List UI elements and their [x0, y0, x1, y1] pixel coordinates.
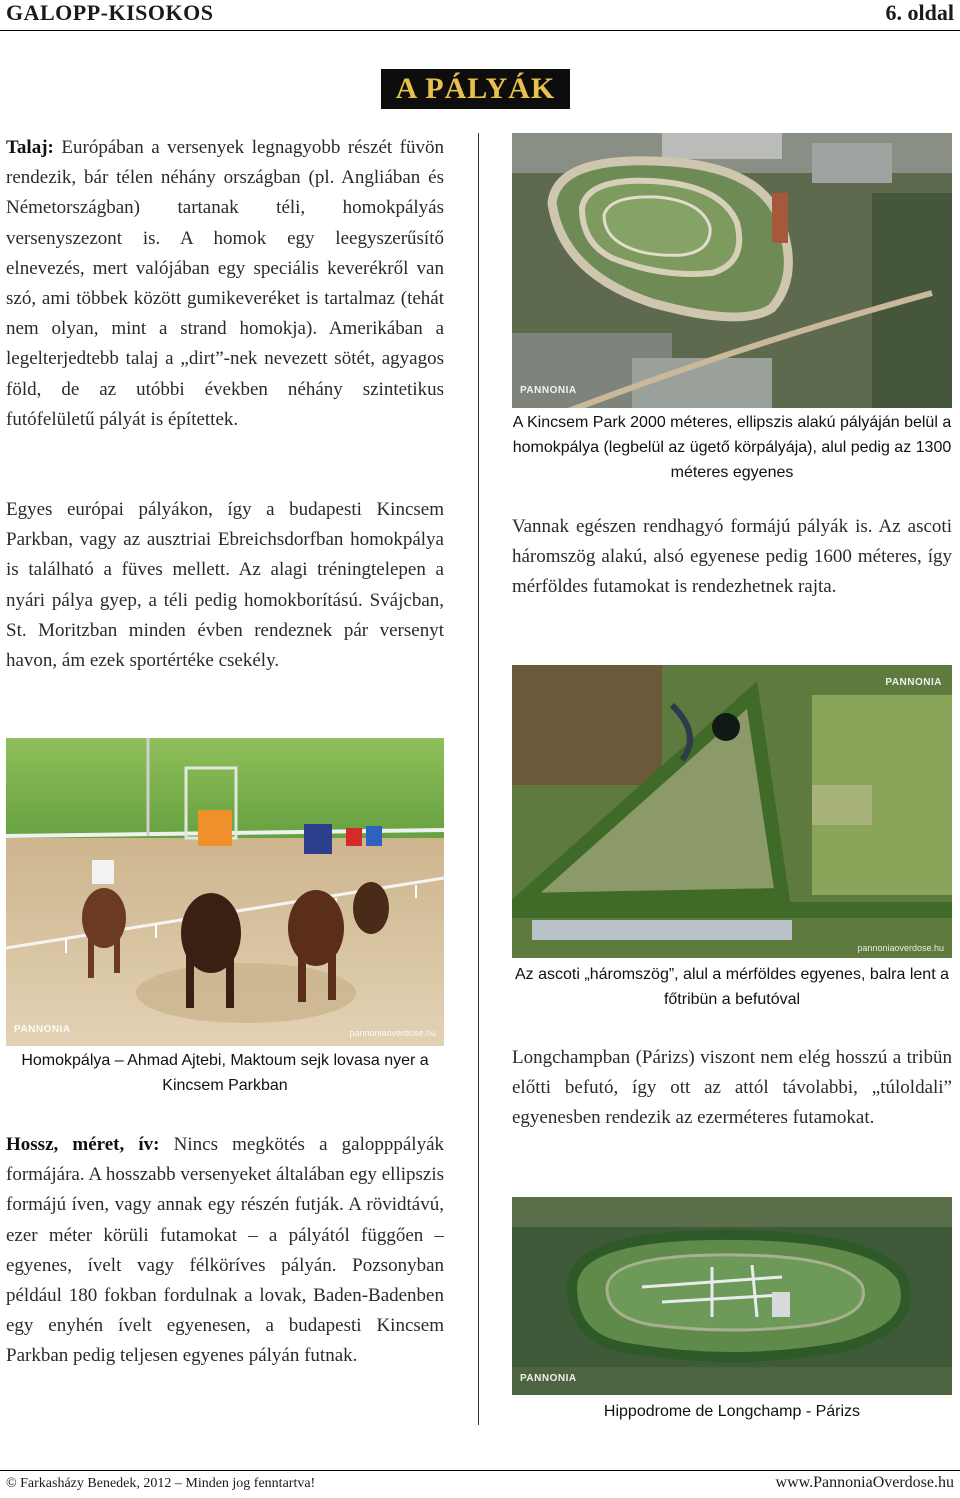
paragraph-soil — [6, 133, 444, 435]
photo-caption: A Kincsem Park 2000 méteres, ellipszis alakú pályáján belül a homokpálya (legbelül az ügető körpályája), alul pedig az 1300 méteres egyenes — [512, 414, 952, 481]
paragraph-lead: Talaj: — [6, 137, 54, 158]
paragraph-lead: Hossz, méret, ív: — [6, 1134, 160, 1155]
photo-caption: Homokpálya – Ahmad Ajtebi, Maktoum sejk lovasa nyer a Kincsem Parkban — [21, 1052, 429, 1094]
photo-caption: Az ascoti „háromszög”, alul a mérföldes egyenes, balra lent a főtribün a befutóval — [515, 966, 949, 1008]
section-title: A PÁLYÁK — [381, 69, 570, 109]
photo-logo: PANNONIA — [520, 1373, 577, 1384]
publication-title: GALOPP-KISOKOS — [6, 0, 214, 25]
ascot-aerial-photo — [512, 665, 952, 958]
paragraph-longchamp: Longchampban (Párizs) viszont nem elég hosszú a tribün előtti befutó, így ott az attól távolabbi, „túloldali” egyenesben rendezik az ezerméteres futamokat. — [512, 1047, 952, 1129]
paragraph-sand-tracks: Egyes európai pályákon, így a budapesti Kincsem Parkban, vagy az ausztriai Ebreichsdorfban homokpálya is található a füves mellett. Az alagi tréningtelepen a nyári pálya gyep, a téli pedig homokborítású. Svájcban, St. Moritzban minden évben rendeznek pár versenyt havon, ám ezek sportértéke csekély. — [6, 499, 444, 672]
photo-caption: Hippodrome de Longchamp - Párizs — [603, 1403, 861, 1420]
page-header — [0, 0, 960, 31]
longchamp-aerial-photo — [512, 1197, 952, 1395]
photo-logo: PANNONIA — [520, 385, 577, 396]
copyright-text: © Farkasházy Benedek, 2012 – Minden jog fenntartva! — [6, 1476, 316, 1491]
page-footer — [0, 1470, 960, 1498]
paragraph-text: Nincs megkötés a galopppályák formájára. A hosszabb versenyeket általában egy ellipszis formájú íven, vagy annak egy részén futják. A rövidtávú, ezer méter körüli futamokat – a pályától függően – egyenes, ívelt vagy félköríves pályán. Pozsonyban például 180 fokban fordulnak a lovak, Baden-Badenben egy enyhén ívelt egyenesen, a budapesti Kincsem Parkban pedig teljesen egyenes pályán futnak. — [6, 1134, 444, 1367]
column-divider — [478, 133, 479, 1425]
paragraph-unusual-tracks: Vannak egészen rendhagyó formájú pályák is. Az ascoti háromszög alakú, alsó egyenese pedig 1600 méteres, így mérföldes futamokat is rendezhetnek rajta. — [512, 516, 952, 598]
kincsem-park-aerial-photo — [512, 133, 952, 408]
photo-logo: PANNONIA — [14, 1024, 71, 1035]
photo-watermark: pannoniaoverdose.hu — [857, 943, 944, 953]
website-link[interactable]: www.PannoniaOverdose.hu — [775, 1474, 954, 1491]
photo-watermark: pannoniaoverdose.hu — [349, 1028, 436, 1038]
page-number: 6. oldal — [885, 0, 954, 25]
sand-race-photo — [6, 738, 444, 1046]
photo-logo: PANNONIA — [885, 677, 942, 688]
paragraph-length — [6, 1130, 444, 1372]
paragraph-text: Európában a versenyek legnagyobb részét füvön rendezik, bár télen néhány országban (pl. Angliában és Németországban) tartanak téli, homokpályás versenyszezont is. A homok egy leegyszerűsítő elnevezés, mert valójában egy speciális keverékről van szó, ami többek között gumikeveréket is tartalmaz (tehát nem olyan, mint a strand homokja). Amerikában a legelterjedtebb talaj a „dirt”-nek nevezett sötét, agyagos föld, de az utóbbi években néhány szintetikus futófelületű pályát is építettek. — [6, 137, 444, 430]
